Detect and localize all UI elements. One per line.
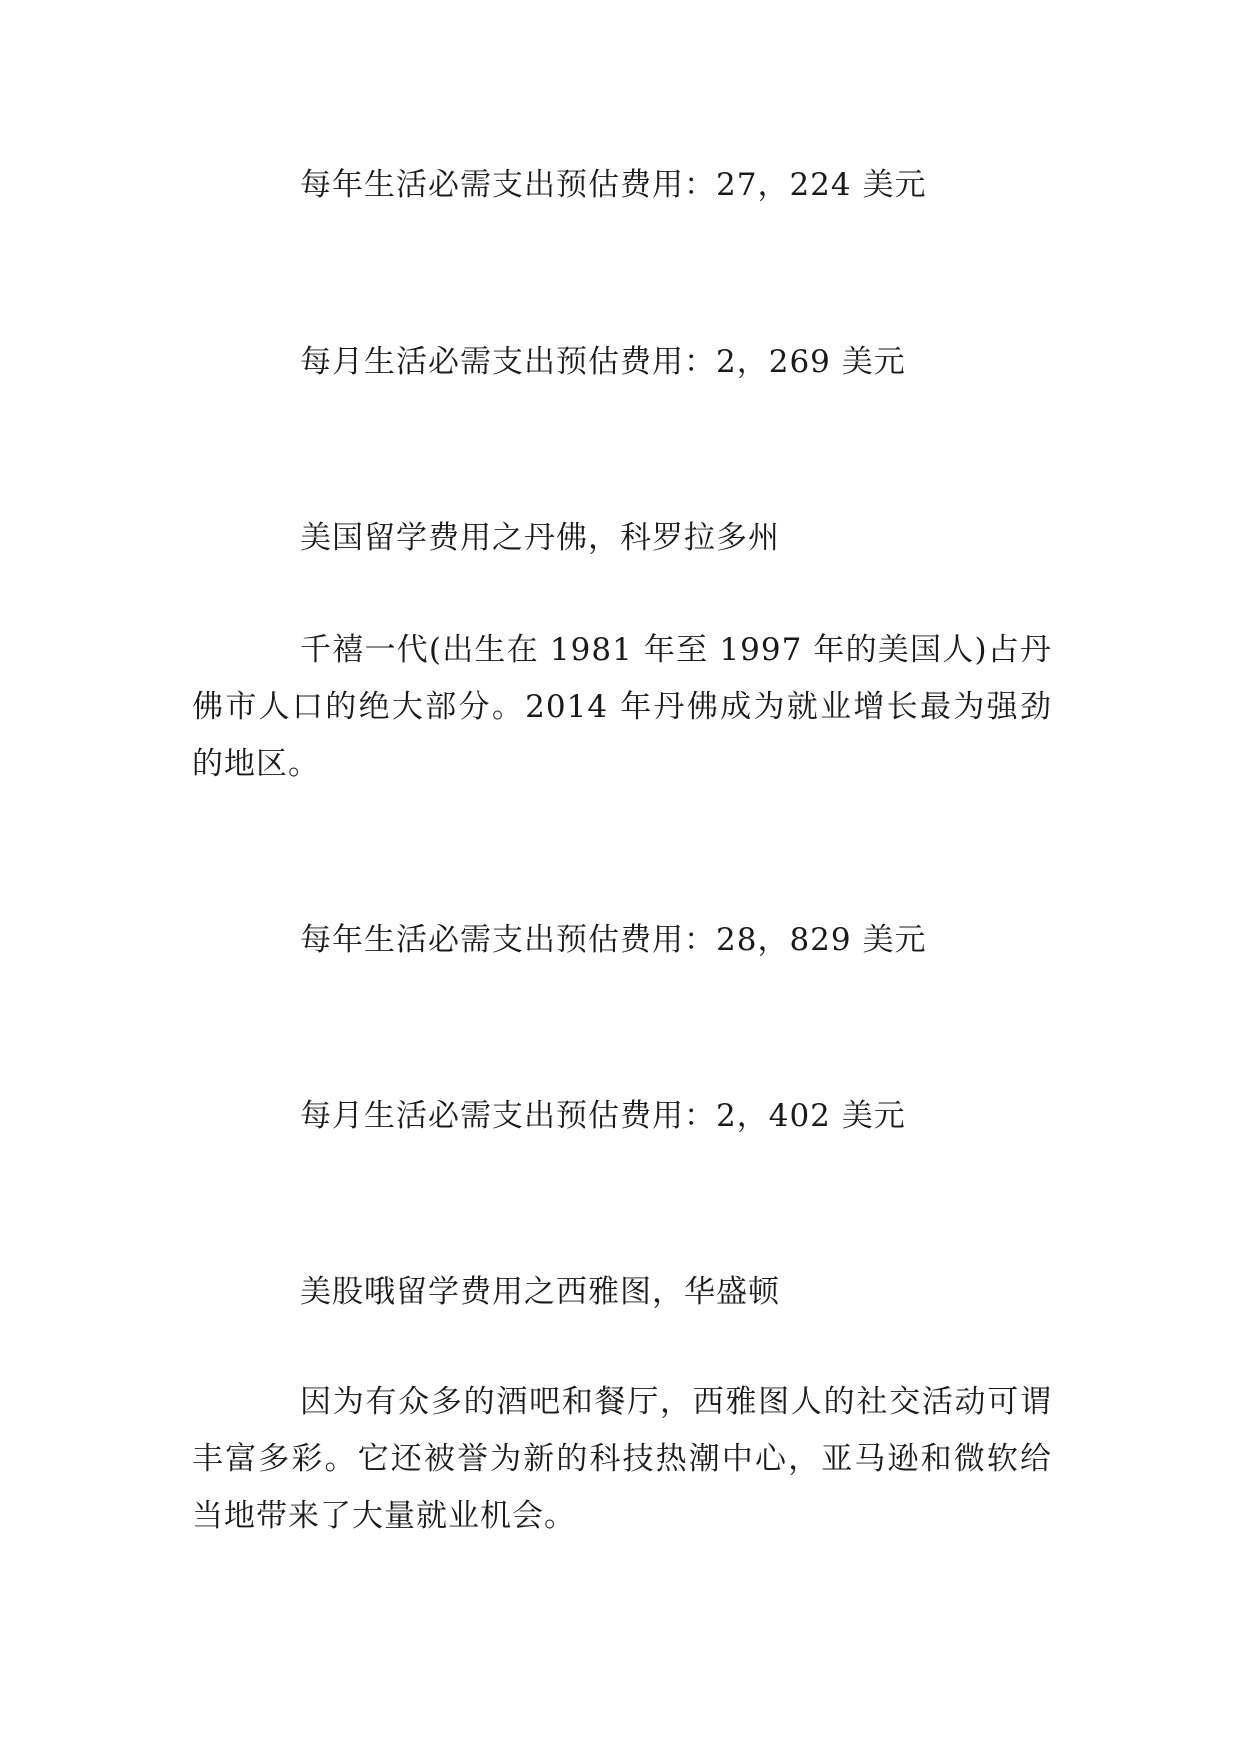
- monthly-cost-line-2: 每月生活必需支出预估费用：2，402 美元: [300, 1098, 906, 1134]
- annual-cost-line-1: 每年生活必需支出预估费用：27，224 美元: [300, 167, 927, 203]
- paragraph-denver: 千禧一代(出生在 1981 年至 1997 年的美国人)占丹佛市人口的绝大部分。2014 年丹佛成为就业增长最为强劲的地区。: [192, 632, 1052, 782]
- section-heading-seattle: 美股哦留学费用之西雅图，华盛顿: [300, 1274, 780, 1310]
- paragraph-seattle: 因为有众多的酒吧和餐厅，西雅图人的社交活动可谓丰富多彩。它还被誉为新的科技热潮中心，亚马逊和微软给当地带来了大量就业机会。: [192, 1384, 1052, 1534]
- monthly-cost-line-1: 每月生活必需支出预估费用：2，269 美元: [300, 344, 906, 380]
- section-heading-denver: 美国留学费用之丹佛，科罗拉多州: [300, 520, 780, 556]
- annual-cost-line-2: 每年生活必需支出预估费用：28，829 美元: [300, 922, 927, 958]
